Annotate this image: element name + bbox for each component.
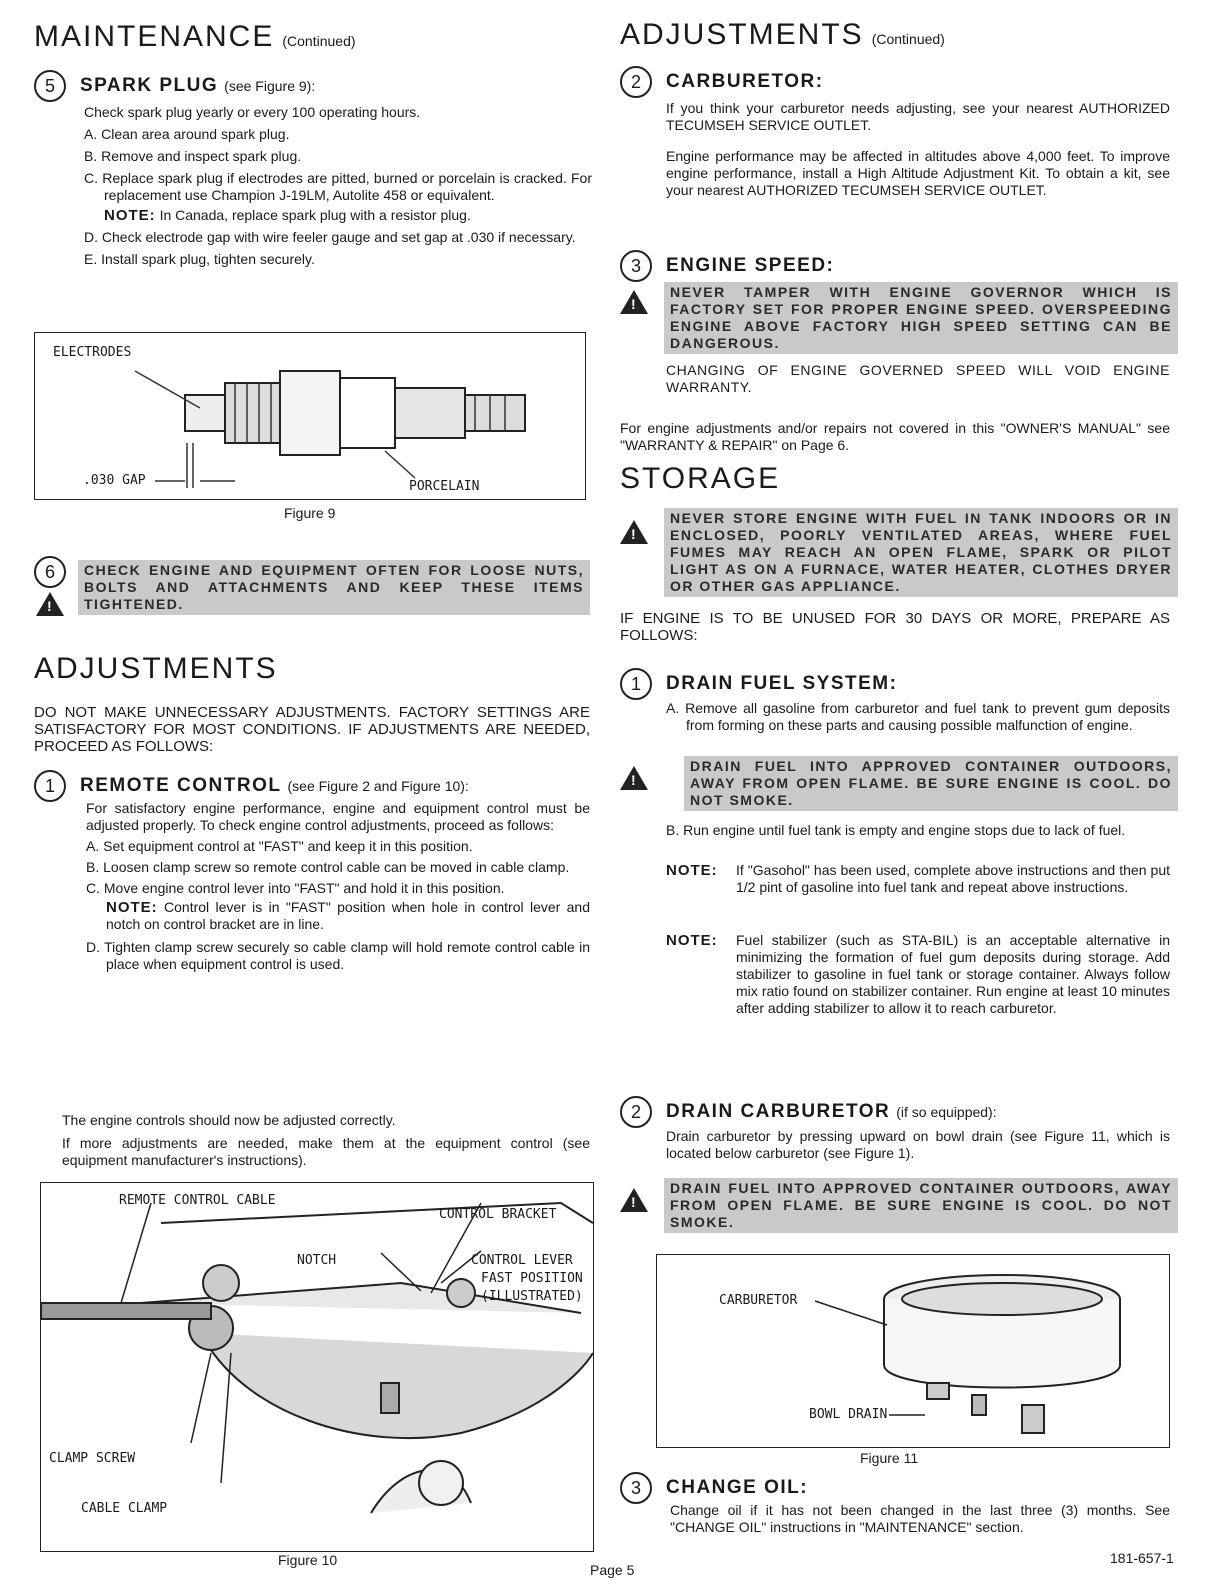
carburetor-text: If you think your carburetor needs adjusting, see your nearest AUTHORIZED TECUMSEH SERVICE OUTLET. Engine performance may be affected in altitudes above 4,000 feet. To improve engine performance, install a High Altitude Adjustment Kit. To obtain a kit, see your nearest AUTHORIZED TECUMSEH SERVICE OUTLET.: [666, 100, 1170, 198]
storage-heading: STORAGE: [620, 462, 781, 495]
figure-11: [656, 1254, 1170, 1448]
carburetor-diagram: [657, 1255, 1169, 1447]
terminal: [465, 395, 525, 431]
adjustments-heading: ADJUSTMENTS: [34, 652, 278, 685]
page-number: Page 5: [590, 1562, 635, 1578]
step-number: 2: [620, 66, 652, 98]
figure-10: [40, 1182, 594, 1552]
step-number: 1: [620, 668, 652, 700]
label-fast-position: FAST POSITION: [481, 1271, 583, 1286]
warning-icon: [620, 290, 648, 314]
remote-control-steps: For satisfactory engine performance, engine and equipment control must be adjusted properly. To check engine control adjustments, proceed as follows: A. Set equipment control at "FAST" and keep it in this position. B. Loosen clamp screw so remote control cable can be moved in cable clamp. C. Move engine control lever into "FAST" and hold it in this position. NOTE: Control lever is in "FAST" position when hole in control lever and notch on control bracket are in line. D. Tighten clamp screw securely so cable clamp will hold remote control cable in place when equipment control is used.: [86, 800, 590, 972]
check-warning: CHECK ENGINE AND EQUIPMENT OFTEN FOR LOOSE NUTS, BOLTS AND ATTACHMENTS AND KEEP THESE ITEMS TIGHTENED.: [78, 560, 590, 615]
label-cable-clamp: CABLE CLAMP: [81, 1501, 168, 1516]
figure-9-caption: Figure 9: [284, 505, 336, 521]
maintenance-heading: MAINTENANCE (Continued): [34, 20, 356, 53]
figure-10-caption: Figure 10: [278, 1552, 338, 1568]
step-number: 2: [620, 1096, 652, 1128]
drain-carburetor-warning: DRAIN FUEL INTO APPROVED CONTAINER OUTDOORS, AWAY FROM OPEN FLAME. BE SURE ENGINE IS COOL. DO NOT SMOKE.: [664, 1178, 1178, 1233]
carburetor-header: 2 CARBURETOR:: [620, 66, 824, 98]
change-oil-header: 3 CHANGE OIL:: [620, 1472, 808, 1504]
label-illustrated: (ILLUSTRATED): [481, 1289, 583, 1304]
document-code: 181-657-1: [1110, 1550, 1174, 1566]
drain-note-2: NOTE: Fuel stabilizer (such as STA-BIL) is an acceptable alternative in minimizing the formation of fuel gum deposits during storage. Add stabilizer to gasoline in fuel tank or storage container. Always follow mix ratio found on stabilizer container. Run engine at least 10 minutes after adding stabilizer to allow it to reach carburetor.: [666, 932, 1170, 1016]
drain-note-1: NOTE: If "Gasohol" has been used, complete above instructions and then put 1/2 pint of gasoline into fuel tank and repeat above instructions.: [666, 862, 1170, 895]
plug-shell: [340, 378, 395, 448]
warranty-reference: For engine adjustments and/or repairs not covered in this "OWNER'S MANUAL" see "WARRANTY & REPAIR" on Page 6.: [620, 420, 1170, 453]
label-clamp-screw: CLAMP SCREW: [49, 1451, 136, 1466]
warning-icon: [620, 520, 648, 544]
label-electrodes: ELECTRODES: [53, 345, 132, 360]
storage-warning: NEVER STORE ENGINE WITH FUEL IN TANK INDOORS OR IN ENCLOSED, POORLY VENTILATED AREAS, WHERE FUEL FUMES MAY REACH AN OPEN FLAME, SPARK OR PILOT LIGHT AS ON A FURNACE, WATER HEATER, CLOTHES DRYER OR OTHER GAS APPLIANCE.: [664, 508, 1178, 597]
label-control-lever: CONTROL LEVER: [471, 1253, 573, 1268]
engine-speed-header: 3 ENGINE SPEED:: [620, 250, 834, 282]
label-gap: .030 GAP: [83, 473, 146, 488]
label-porcelain: PORCELAIN: [409, 479, 480, 494]
step-number: 5: [34, 70, 66, 102]
warranty-void-text: CHANGING OF ENGINE GOVERNED SPEED WILL VOID ENGINE WARRANTY.: [666, 362, 1170, 395]
warning-icon: [620, 766, 648, 790]
drain-carburetor-text: Drain carburetor by pressing upward on bowl drain (see Figure 11, which is located below carburetor (see Figure 1).: [666, 1128, 1170, 1161]
check-header: [34, 556, 80, 588]
spark-plug-header: 5 SPARK PLUG (see Figure 9):: [34, 70, 315, 102]
drain-fuel-header: 1 DRAIN FUEL SYSTEM:: [620, 668, 897, 700]
label-carburetor: CARBURETOR: [719, 1293, 798, 1308]
spark-note: NOTE: In Canada, replace spark plug with a resistor plug.: [104, 207, 471, 224]
step-number: 3: [620, 1472, 652, 1504]
step-number: 6: [34, 556, 66, 588]
remote-after: The engine controls should now be adjusted correctly. If more adjustments are needed, make them at the equipment control (see equipment manufacturer's instructions).: [62, 1112, 590, 1168]
step-number: 3: [620, 250, 652, 282]
remote-note: NOTE: Control lever is in "FAST" position when hole in control lever and notch on control bracket are in line.: [106, 899, 590, 932]
label-remote-cable: REMOTE CONTROL CABLE: [119, 1193, 276, 1208]
label-bowl-drain: BOWL DRAIN: [809, 1407, 888, 1422]
remote-control-header: 1 REMOTE CONTROL (see Figure 2 and Figure 10):: [34, 770, 469, 802]
engine-speed-warning: NEVER TAMPER WITH ENGINE GOVERNOR WHICH IS FACTORY SET FOR PROPER ENGINE SPEED. OVERSPEEDING ENGINE ABOVE FACTORY HIGH SPEED SETTING CAN BE DANGEROUS.: [664, 282, 1178, 354]
electrode-tip: [185, 395, 225, 431]
drain-carburetor-header: 2 DRAIN CARBURETOR (if so equipped):: [620, 1096, 997, 1128]
spark-plug-steps: Check spark plug yearly or every 100 operating hours. A. Clean area around spark plug. B. Remove and inspect spark plug. C. Replace spark plug if electrodes are pitted, burned or porcelain is cracked. For replacement use Champion J-19LM, Autolite 458 or equivalent. NOTE: In Canada, replace spark plug with a resistor plug. D. Check electrode gap with wire feeler gauge and set gap at .030 if necessary. E. Install spark plug, tighten securely.: [84, 104, 592, 267]
adjustments-continued-heading: ADJUSTMENTS (Continued): [620, 18, 945, 51]
adjustments-intro: DO NOT MAKE UNNECESSARY ADJUSTMENTS. FACTORY SETTINGS ARE SATISFACTORY FOR MOST CONDITIONS. IF ADJUSTMENTS ARE NEEDED, PROCEED AS FOLLOWS:: [34, 704, 590, 755]
figure-11-caption: Figure 11: [860, 1450, 919, 1466]
storage-intro: IF ENGINE IS TO BE UNUSED FOR 30 DAYS OR MORE, PREPARE AS FOLLOWS:: [620, 610, 1170, 644]
porcelain-insulator: [395, 388, 465, 438]
change-oil-text: Change oil if it has not been changed in the last three (3) months. See "CHANGE OIL" instructions in "MAINTENANCE" section.: [670, 1502, 1170, 1535]
label-notch: NOTCH: [297, 1253, 337, 1268]
remote-control-diagram: [41, 1183, 593, 1551]
warning-icon: [620, 1188, 648, 1212]
warning-icon: [36, 592, 64, 616]
drain-step-b: B. Run engine until fuel tank is empty and engine stops due to lack of fuel.: [666, 822, 1126, 838]
step-number: 1: [34, 770, 66, 802]
drain-warning: DRAIN FUEL INTO APPROVED CONTAINER OUTDOORS, AWAY FROM OPEN FLAME. BE SURE ENGINE IS COOL. DO NOT SMOKE.: [684, 756, 1178, 811]
figure-9: [34, 332, 586, 500]
hex-body: [280, 371, 340, 455]
label-control-bracket: CONTROL BRACKET: [439, 1207, 557, 1222]
drain-step-a: A. Remove all gasoline from carburetor and fuel tank to prevent gum deposits from forming on these parts and causing possible malfunction of engine.: [666, 700, 1170, 733]
